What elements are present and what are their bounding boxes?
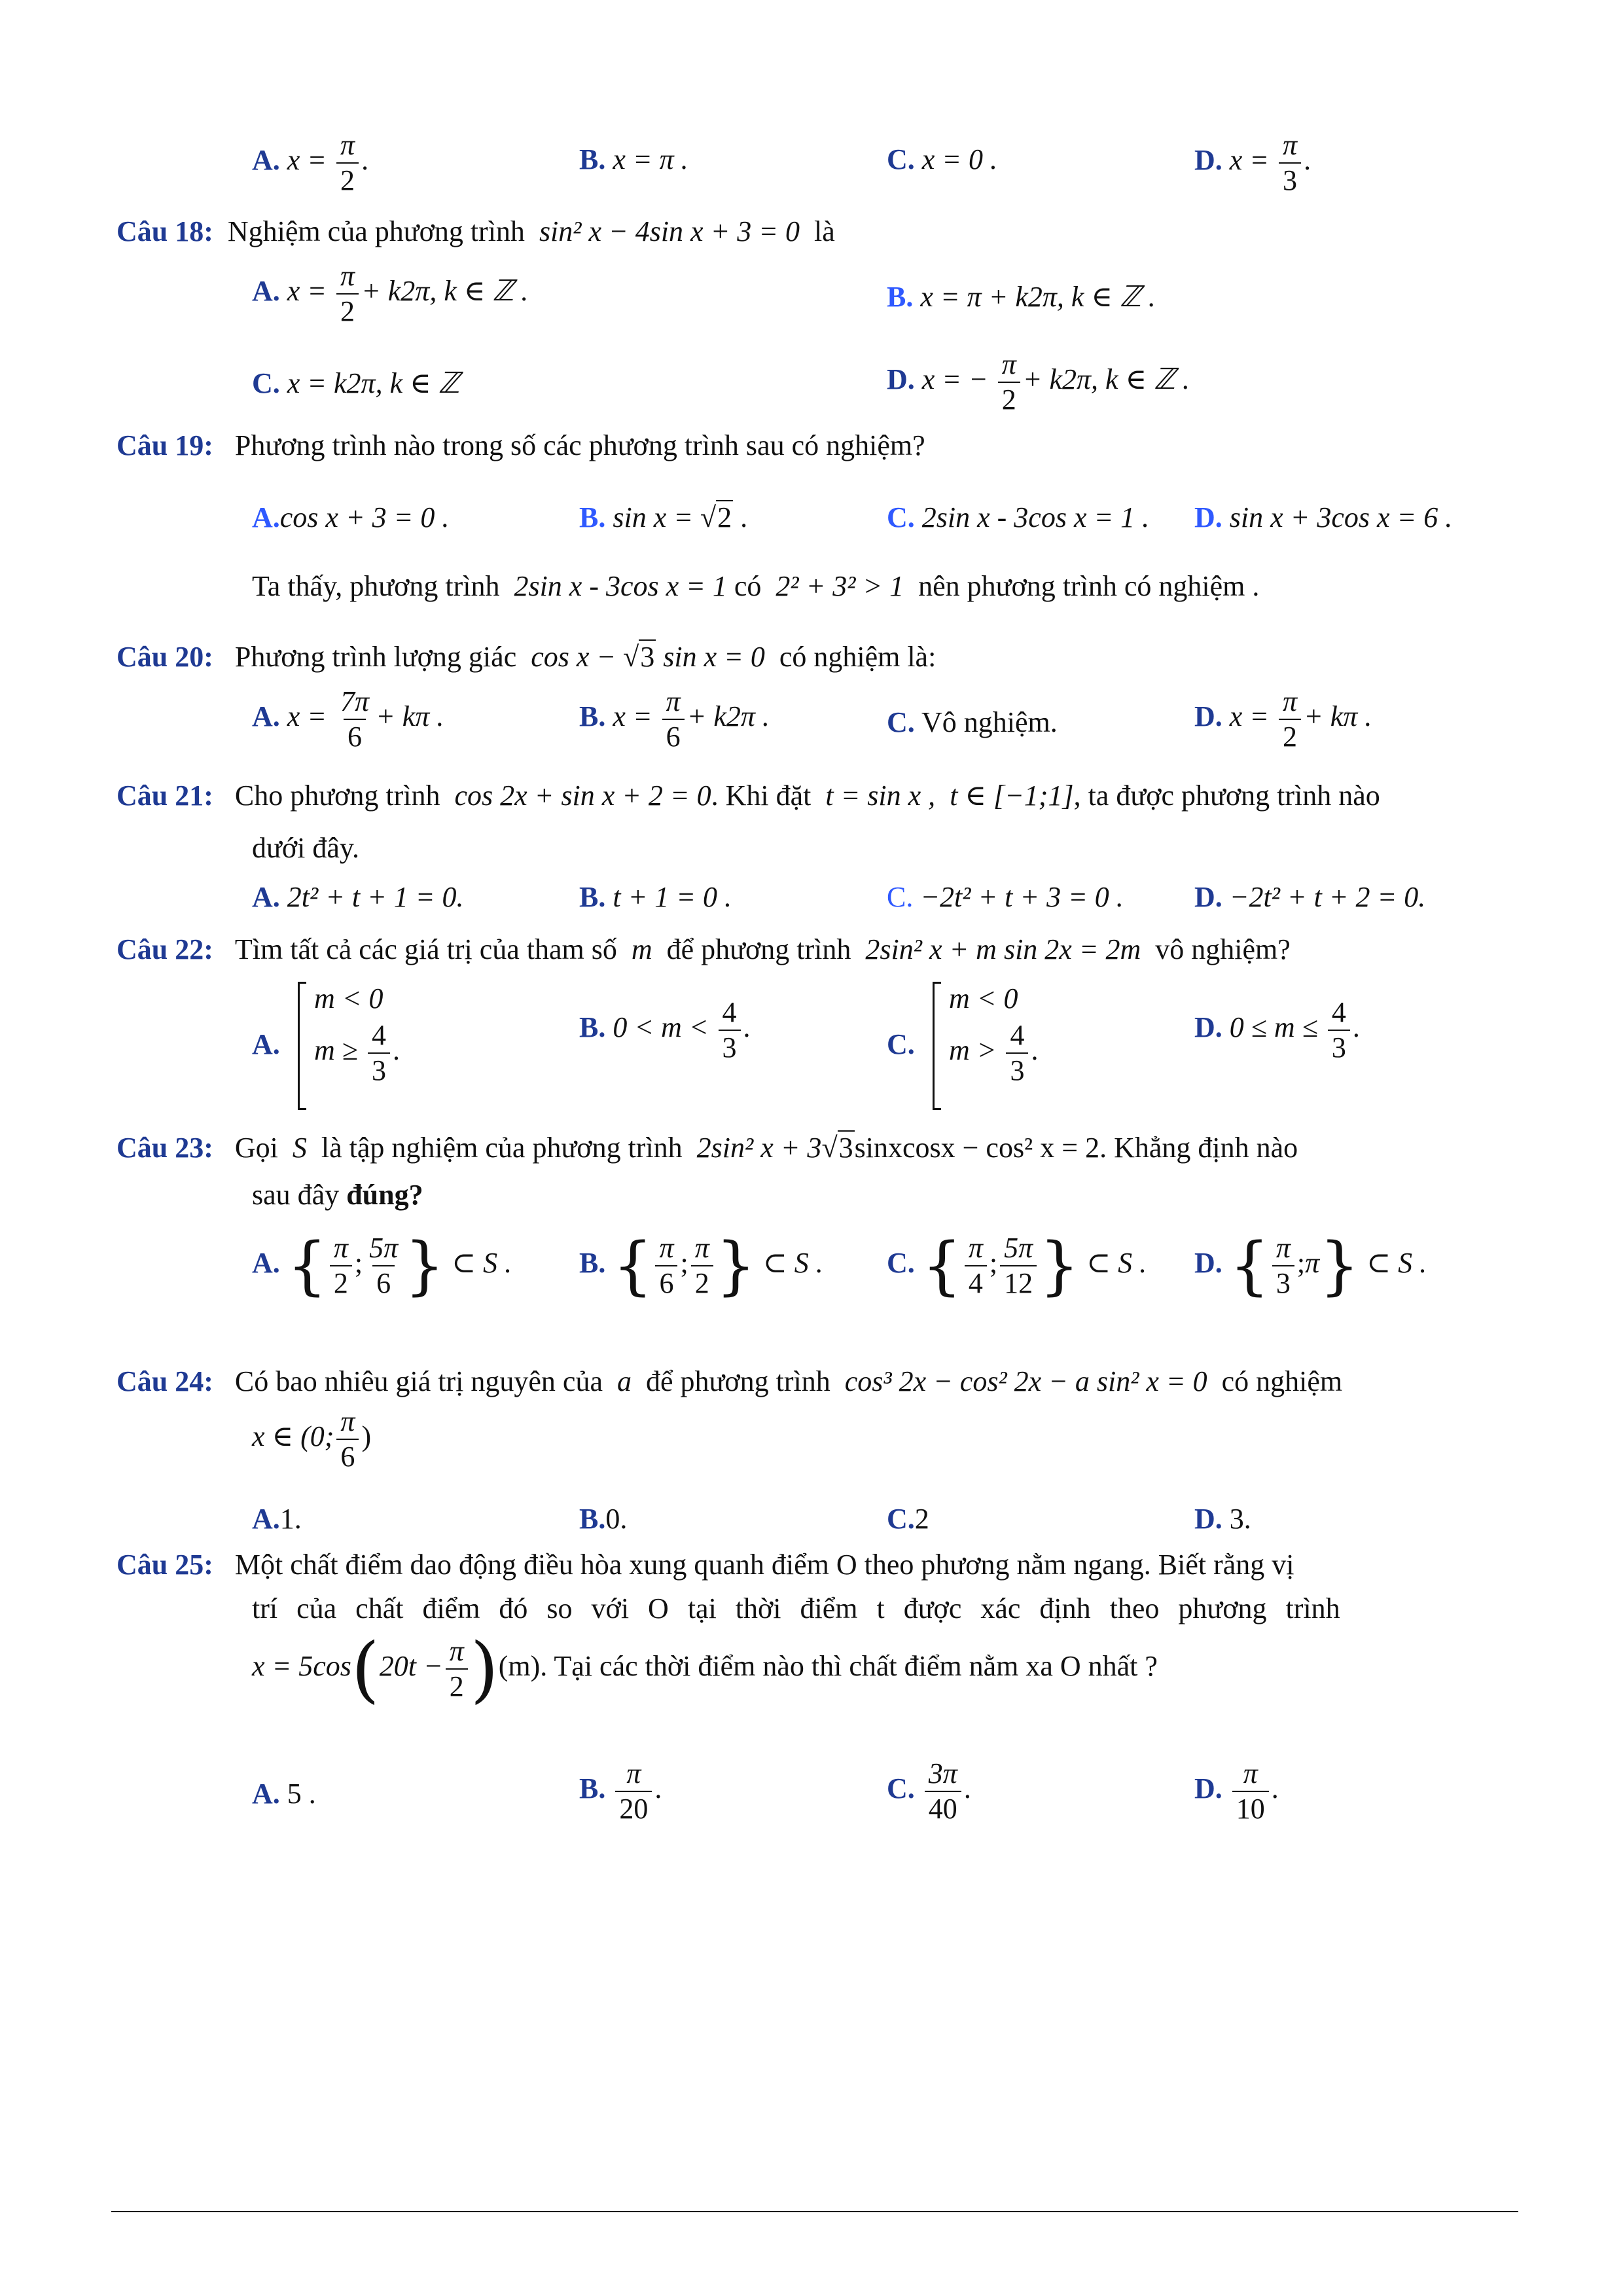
question-18-stem <box>116 215 835 248</box>
q21-option-b <box>579 880 732 914</box>
interval: x ∈ (0; <box>252 1420 334 1453</box>
fraction <box>965 1234 987 1298</box>
option-label: D. <box>1194 881 1222 913</box>
explanation-text: Ta thấy, phương trình <box>252 570 500 602</box>
stem-text: vô nghiệm? <box>1155 933 1291 965</box>
question-22-stem <box>116 933 1291 966</box>
option-label: A. <box>252 1778 280 1810</box>
fraction <box>615 1759 652 1823</box>
q25-option-b <box>579 1759 662 1823</box>
option-text: x = π . <box>613 143 688 175</box>
numerator: 4 <box>1010 1019 1025 1051</box>
option-text: x = k2π, k ∈ ℤ <box>287 367 460 399</box>
option-label: A. <box>252 700 280 733</box>
question-label: Câu 21: <box>116 780 213 812</box>
right-brace: } <box>1039 1229 1080 1302</box>
q23-option-b: B. { $\frac{\pi}{6}$ ; $\frac{\pi}{2}$ } ⊂ S . <box>579 1229 823 1302</box>
option-label: D. <box>887 363 915 396</box>
option-label: C. <box>887 1503 915 1535</box>
denominator: 2 <box>998 382 1020 414</box>
left-brace: { <box>1229 1229 1270 1302</box>
question-20-stem <box>116 640 936 673</box>
q24-option-c <box>887 1502 929 1535</box>
stem-text: để phương trình <box>645 1365 830 1397</box>
option-text: x = <box>287 275 327 308</box>
option-text: t + 1 = 0 . <box>613 881 732 913</box>
option-text: 2 <box>914 1503 929 1535</box>
q17-option-d <box>1194 131 1311 195</box>
question-21-stem-line1 <box>116 779 1380 812</box>
q19-option-b <box>579 501 747 534</box>
condition-text: m ≥ <box>314 1034 358 1067</box>
fraction <box>336 262 359 326</box>
sqrt-expression: √3 <box>623 641 655 673</box>
explanation-text: có <box>734 570 762 602</box>
option-label: D. <box>1194 144 1222 177</box>
numerator: 4 <box>1331 996 1346 1028</box>
option-suffix: . <box>654 1772 662 1805</box>
equation: 2sin² x + 3 <box>696 1132 822 1164</box>
option-label: D. <box>1194 1247 1222 1280</box>
option-label: C. <box>252 367 280 399</box>
fraction <box>446 1637 468 1701</box>
numerator: π <box>1275 1232 1291 1264</box>
denominator: 2 <box>446 1668 468 1701</box>
option-suffix: + kπ . <box>376 700 444 733</box>
question-label: Câu 22: <box>116 933 213 965</box>
option-label: C. <box>887 881 914 913</box>
sqrt-expression: √3 <box>821 1132 853 1164</box>
fraction <box>336 131 359 195</box>
numerator: π <box>694 1232 709 1264</box>
numerator: 5π <box>369 1232 399 1264</box>
stem-text: Phương trình lượng giác <box>234 641 517 673</box>
q21-option-c <box>887 880 1124 914</box>
option-text: x = <box>613 700 652 733</box>
denominator: 12 <box>1000 1265 1037 1298</box>
option-suffix: . <box>1352 1011 1360 1044</box>
q17-option-a <box>252 131 368 195</box>
question-label: Câu 20: <box>116 641 213 673</box>
option-suffix: . <box>743 1011 751 1044</box>
question-label: Câu 19: <box>116 429 213 461</box>
fraction <box>691 1234 713 1298</box>
denominator: 20 <box>615 1791 652 1823</box>
option-suffix: . <box>1031 1034 1039 1067</box>
option-suffix: . <box>963 1772 971 1805</box>
fraction <box>1279 687 1301 751</box>
q17-option-c <box>887 143 997 176</box>
radicand: 3 <box>640 641 655 673</box>
numerator: π <box>340 260 355 292</box>
stem-text: . Tại các thời điểm nào thì chất điểm nằm xa O nhất ? <box>540 1650 1158 1683</box>
option-label: C. <box>887 1028 915 1060</box>
option-text: 5 . <box>287 1778 316 1810</box>
question-23-stem-line1 <box>116 1131 1298 1164</box>
option-label: B. <box>887 281 914 313</box>
question-label: Câu 23: <box>116 1132 213 1164</box>
denominator: 3 <box>1279 162 1301 195</box>
numerator: 5π <box>1004 1232 1033 1264</box>
q20-option-c <box>887 706 1058 739</box>
q24-option-d <box>1194 1502 1251 1535</box>
variable: a <box>616 1365 632 1397</box>
option-text: −2t² + t + 2 = 0. <box>1229 881 1426 913</box>
option-suffix: + k2π, k ∈ ℤ . <box>1022 363 1190 396</box>
option-label: B. <box>579 881 606 913</box>
denominator: 2 <box>1279 719 1301 751</box>
q21-option-a <box>252 880 464 914</box>
fraction <box>336 687 373 751</box>
bracket <box>933 982 941 1110</box>
fraction <box>998 350 1020 414</box>
numerator: 4 <box>371 1019 386 1051</box>
stem-text: là <box>813 215 835 247</box>
option-suffix: ⊂ S . <box>1086 1247 1147 1280</box>
question-label: Câu 24: <box>116 1365 213 1397</box>
denominator: 3 <box>1328 1030 1350 1062</box>
q20-option-d <box>1194 687 1372 751</box>
fraction <box>1279 131 1301 195</box>
question-label: Câu 25: <box>116 1549 213 1581</box>
option-suffix: ⊂ S . <box>452 1247 512 1280</box>
stem-text: sau đây <box>252 1179 340 1211</box>
variable: m <box>631 933 652 965</box>
option-suffix: . <box>361 144 369 177</box>
denominator: 2 <box>336 293 359 326</box>
footer-divider <box>111 2211 1518 2212</box>
question-label: Câu 18: <box>116 215 213 247</box>
equation: sin x = 0 <box>663 641 765 673</box>
option-suffix: . <box>740 501 748 533</box>
option-text: Vô nghiệm. <box>921 706 1058 738</box>
denominator: 6 <box>372 1265 395 1298</box>
numerator: π <box>666 685 681 717</box>
condition <box>949 1021 1038 1085</box>
option-label: B. <box>579 1503 606 1535</box>
q21-option-d <box>1194 880 1425 914</box>
question-25-stem-line1 <box>116 1548 1294 1581</box>
stem-text: Nghiệm của phương trình <box>227 215 525 247</box>
left-brace: { <box>613 1229 653 1302</box>
fraction <box>365 1234 402 1298</box>
option-label: A. <box>252 1028 280 1060</box>
condition: m < 0 <box>949 982 1018 1014</box>
question-23-stem-line2 <box>252 1178 423 1211</box>
left-brace: { <box>921 1229 962 1302</box>
fraction <box>336 1407 359 1471</box>
option-suffix: + k2π . <box>687 700 770 733</box>
option-text: 0 < m < <box>613 1011 709 1044</box>
set-element: π <box>1305 1247 1320 1280</box>
range: t ∈ [−1;1] <box>950 780 1074 812</box>
option-label: A. <box>252 501 280 533</box>
fraction <box>1006 1021 1028 1085</box>
option-text: sin x = <box>613 501 693 533</box>
equation: sinxcosx − cos² x = 2 <box>854 1132 1100 1164</box>
numerator: 7π <box>340 685 370 717</box>
option-label: D. <box>1194 1503 1222 1535</box>
question-21-stem-line2 <box>252 831 359 865</box>
radicand: 3 <box>838 1132 853 1164</box>
denominator: 6 <box>662 719 685 751</box>
option-text: x = <box>1229 144 1270 177</box>
equation: 2sin x - 3cos x = 1 <box>514 570 727 602</box>
q25-option-c <box>887 1759 971 1823</box>
variable: S <box>292 1132 307 1164</box>
numerator: π <box>1283 129 1298 161</box>
denominator: 6 <box>344 719 366 751</box>
right-paren: ) <box>470 1627 499 1711</box>
q18-option-b <box>887 280 1156 314</box>
denominator: 3 <box>719 1030 741 1062</box>
option-label: A. <box>252 1503 280 1535</box>
q18-option-d <box>887 350 1190 414</box>
q20-option-b <box>579 687 770 751</box>
q22-option-d <box>1194 998 1360 1062</box>
right-brace: } <box>1319 1229 1360 1302</box>
option-text: sin x + 3cos x = 6 . <box>1229 501 1453 533</box>
option-suffix: ⊂ S . <box>762 1247 823 1280</box>
question-24-stem-line2 <box>252 1407 371 1471</box>
option-text: x = <box>287 700 327 733</box>
option-label: B. <box>579 1247 606 1280</box>
denominator: 10 <box>1232 1791 1269 1823</box>
question-25-stem-line3 <box>252 1627 1158 1711</box>
option-label: C. <box>887 706 915 738</box>
option-label: B. <box>579 1772 606 1805</box>
option-text: x = − <box>921 363 988 396</box>
option-text: x = π + k2π, k ∈ ℤ . <box>920 281 1156 313</box>
stem-text: . Khẳng định nào <box>1099 1132 1298 1164</box>
option-label: B. <box>579 700 606 733</box>
denominator: 6 <box>655 1265 677 1298</box>
condition: m < 0 <box>314 982 383 1014</box>
option-text: 0. <box>605 1503 628 1535</box>
right-brace: } <box>715 1229 756 1302</box>
option-text: 2t² + t + 1 = 0. <box>287 881 464 913</box>
stem-text: trí của chất điểm đó so với O tại thời điểm t được xác định theo phương trình <box>252 1592 1340 1624</box>
equation: cos x − <box>531 641 616 673</box>
numerator: 4 <box>722 996 737 1028</box>
option-text: 2sin x - 3cos x = 1 . <box>921 501 1150 533</box>
radicand: 2 <box>717 501 732 533</box>
denominator: 6 <box>336 1439 359 1471</box>
option-suffix: + kπ . <box>1304 700 1372 733</box>
q18-option-c <box>252 367 459 400</box>
q19-explanation <box>252 569 1259 603</box>
stem-text: Một chất điểm dao động điều hòa xung quanh điểm O theo phương nằm ngang. Biết rằng vị <box>234 1549 1294 1581</box>
interval: ) <box>361 1420 372 1453</box>
numerator: 3π <box>928 1757 957 1789</box>
q23-option-a: A. { $\frac{\pi}{2}$ ; $\frac{5\pi}{6}$ } ⊂ S . <box>252 1229 512 1302</box>
question-19-stem <box>116 429 925 462</box>
unit: (m) <box>498 1650 541 1683</box>
stem-text: Gọi <box>234 1132 278 1164</box>
q24-option-a <box>252 1502 302 1535</box>
option-text: 0 ≤ m ≤ <box>1229 1011 1318 1044</box>
option-text: x = 0 . <box>921 143 998 175</box>
stem-text: là tập nghiệm của phương trình <box>321 1132 683 1164</box>
q22-option-b <box>579 998 751 1062</box>
stem-text: . Khi đặt <box>711 780 812 812</box>
numerator: π <box>340 1405 355 1437</box>
right-brace: } <box>404 1229 445 1302</box>
option-text: x = <box>1229 700 1270 733</box>
condition <box>314 1021 400 1085</box>
option-text: 3. <box>1229 1503 1251 1535</box>
q24-option-b <box>579 1502 627 1535</box>
q18-option-a <box>252 262 528 326</box>
option-label: B. <box>579 143 606 175</box>
stem-text: Phương trình nào trong số các phương trình sau có nghiệm? <box>234 429 925 461</box>
fraction <box>719 998 741 1062</box>
numerator: π <box>449 1635 464 1667</box>
numerator: π <box>340 129 355 161</box>
left-paren: ( <box>351 1627 380 1711</box>
numerator: π <box>659 1232 674 1264</box>
option-label: D. <box>1194 1772 1222 1805</box>
option-label: C. <box>887 143 915 175</box>
numerator: π <box>1243 1757 1258 1789</box>
option-suffix: . <box>1304 144 1311 177</box>
fraction <box>1232 1759 1269 1823</box>
q20-option-a <box>252 687 444 751</box>
fraction <box>330 1234 352 1298</box>
equation: sin² x − 4sin x + 3 = 0 <box>539 215 800 247</box>
numerator: π <box>333 1232 348 1264</box>
denominator: 3 <box>1272 1265 1294 1298</box>
equation: x = 5cos <box>252 1650 351 1683</box>
fraction <box>662 687 685 751</box>
option-label: A. <box>252 275 280 308</box>
stem-text: Cho phương trình <box>234 780 440 812</box>
option-label: B. <box>579 1011 606 1044</box>
option-label: A. <box>252 144 280 177</box>
bracket <box>298 982 306 1110</box>
numerator: π <box>968 1232 983 1264</box>
option-text: 1. <box>279 1503 302 1535</box>
numerator: π <box>626 1757 641 1789</box>
q23-option-d: D. { $\frac{\pi}{3}$ ;π} ⊂ S . <box>1194 1229 1427 1302</box>
stem-text: có nghiệm là: <box>779 641 936 673</box>
inequality: 2² + 3² > 1 <box>776 570 904 602</box>
question-24-stem-line1 <box>116 1365 1342 1398</box>
option-label: A. <box>252 881 280 913</box>
stem-text: dưới đây. <box>252 832 360 864</box>
equation: 2sin² x + m sin 2x = 2m <box>865 933 1141 965</box>
q19-option-c <box>887 501 1149 534</box>
option-label: C. <box>887 501 915 533</box>
option-label: D. <box>1194 1011 1222 1044</box>
q25-option-a <box>252 1777 316 1810</box>
equation: t = sin x , <box>825 780 936 812</box>
denominator: 4 <box>965 1265 987 1298</box>
option-label: C. <box>887 1247 915 1280</box>
emphasis-text: đúng? <box>346 1179 423 1211</box>
option-label: A. <box>252 1247 280 1280</box>
q23-option-c: C. { $\frac{\pi}{4}$ ; $\frac{5\pi}{12}$ } ⊂ S . <box>887 1229 1147 1302</box>
option-suffix: . <box>1271 1772 1279 1805</box>
fraction <box>925 1759 961 1823</box>
q17-option-b <box>579 143 688 176</box>
stem-text: Tìm tất cả các giá trị của tham số <box>234 933 617 965</box>
numerator: π <box>1001 348 1016 380</box>
option-label: B. <box>579 501 606 533</box>
equation: cos³ 2x − cos² 2x − a sin² x = 0 <box>844 1365 1207 1397</box>
option-suffix: ⊂ S . <box>1366 1247 1427 1280</box>
stem-text: có nghiệm <box>1221 1365 1343 1397</box>
explanation-text: nên phương trình có nghiệm . <box>918 570 1260 602</box>
option-text: cos x + 3 = 0 . <box>279 501 450 533</box>
option-suffix: . <box>392 1034 400 1067</box>
equation: 20t − <box>379 1650 443 1683</box>
numerator: π <box>1283 685 1298 717</box>
fraction <box>1272 1234 1294 1298</box>
option-suffix: + k2π, k ∈ ℤ . <box>361 275 529 308</box>
fraction <box>1000 1234 1037 1298</box>
option-label: D. <box>1194 700 1222 733</box>
fraction <box>655 1234 677 1298</box>
condition-text: m > <box>949 1034 997 1067</box>
q19-option-a <box>252 501 449 534</box>
equation: cos 2x + sin x + 2 = 0 <box>454 780 711 812</box>
denominator: 2 <box>330 1265 352 1298</box>
fraction <box>1328 998 1350 1062</box>
stem-text: Có bao nhiêu giá trị nguyên của <box>234 1365 603 1397</box>
sqrt-expression: √2 <box>700 501 732 533</box>
option-text: x = <box>287 144 327 177</box>
option-label: C. <box>887 1772 915 1805</box>
stem-text: để phương trình <box>666 933 851 965</box>
denominator: 40 <box>925 1791 961 1823</box>
question-25-stem-line2 <box>252 1592 1340 1625</box>
denominator: 3 <box>1006 1052 1028 1085</box>
q19-option-d <box>1194 501 1452 534</box>
stem-text: , ta được phương trình nào <box>1073 780 1380 812</box>
q25-option-d <box>1194 1759 1279 1823</box>
denominator: 3 <box>368 1052 390 1085</box>
fraction <box>368 1021 390 1085</box>
denominator: 2 <box>336 162 359 195</box>
option-text: −2t² + t + 3 = 0 . <box>920 881 1124 913</box>
left-brace: { <box>287 1229 327 1302</box>
denominator: 2 <box>691 1265 713 1298</box>
option-label: D. <box>1194 501 1222 533</box>
